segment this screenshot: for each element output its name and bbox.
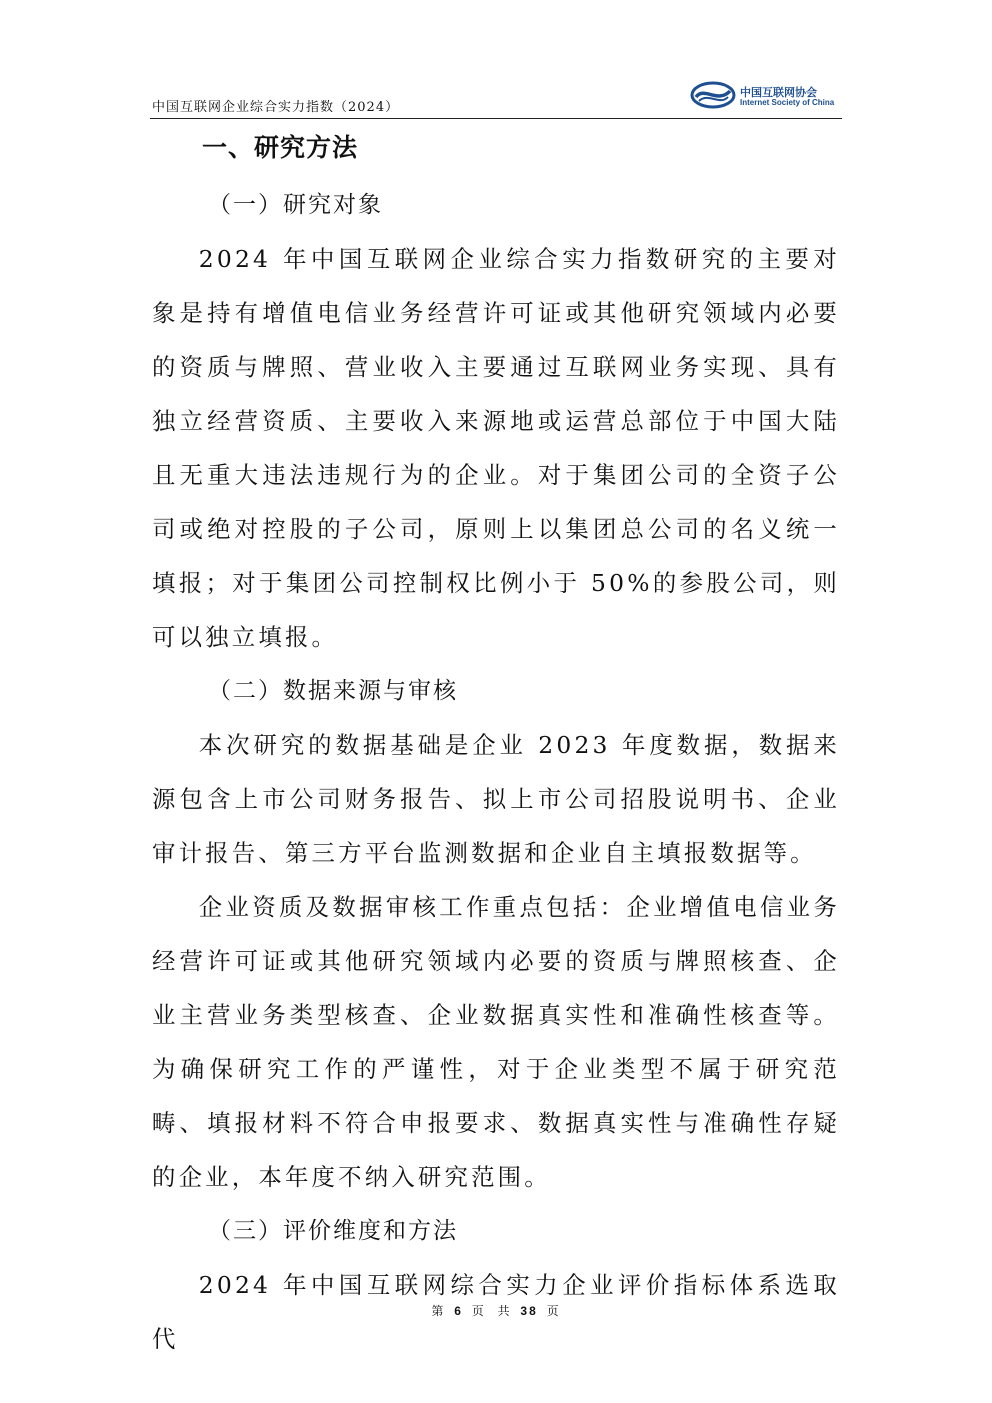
footer-prefix: 第 <box>431 1304 446 1318</box>
header-divider <box>150 118 842 119</box>
header-title: 中国互联网企业综合实力指数（2024） <box>152 100 400 115</box>
paragraph-1: 2024 年中国互联网企业综合实力指数研究的主要对象是持有增值电信业务经营许可证或其他研究领域内必要的资质与牌照、营业收入主要通过互联网业务实现、具有独立经营资质、主要收入来源地或运营总部位于中国大陆且无重大违法违规行为的企业。对于集团公司的全资子公司或绝对控股的子公司，原则上以集团总公司的名义统一填报；对于集团公司控制权比例小于 50%的参股公司，则可以独立填报。 <box>152 245 840 651</box>
page-footer <box>0 1302 992 1319</box>
subsection-title-1: （一）研究对象 <box>208 192 383 218</box>
paragraph-4: 2024 年中国互联网综合实力企业评价指标体系选取代 <box>152 1271 840 1353</box>
subsection-title-3: （三）评价维度和方法 <box>208 1218 458 1244</box>
paragraph-2: 本次研究的数据基础是企业 2023 年度数据，数据来源包含上市公司财务报告、拟上市公司招股说明书、企业审计报告、第三方平台监测数据和企业自主填报数据等。 <box>152 731 840 867</box>
paragraph-3: 企业资质及数据审核工作重点包括：企业增值电信业务经营许可证或其他研究领域内必要的资质与牌照核查、企业主营业务类型核查、企业数据真实性和准确性核查等。为确保研究工作的严谨性，对于企业类型不属于研究范畴、填报材料不符合申报要求、数据真实性与准确性存疑的企业，本年度不纳入研究范围。 <box>152 893 840 1191</box>
logo-text-en: Internet Society of China <box>740 98 835 107</box>
footer-total-pages: 38 <box>520 1304 538 1318</box>
isc-logo-icon <box>690 80 736 110</box>
footer-page-number: 6 <box>454 1304 463 1318</box>
footer-page-word: 页 <box>471 1304 486 1318</box>
footer-suffix: 页 <box>546 1304 561 1318</box>
logo-text-cn: 中国互联网协会 <box>740 86 817 99</box>
section-title: 一、研究方法 <box>202 133 359 162</box>
logo <box>690 80 850 112</box>
footer-total-word: 共 <box>497 1304 512 1318</box>
main-content <box>152 128 840 1366</box>
subsection-title-2: （二）数据来源与审核 <box>208 678 458 704</box>
